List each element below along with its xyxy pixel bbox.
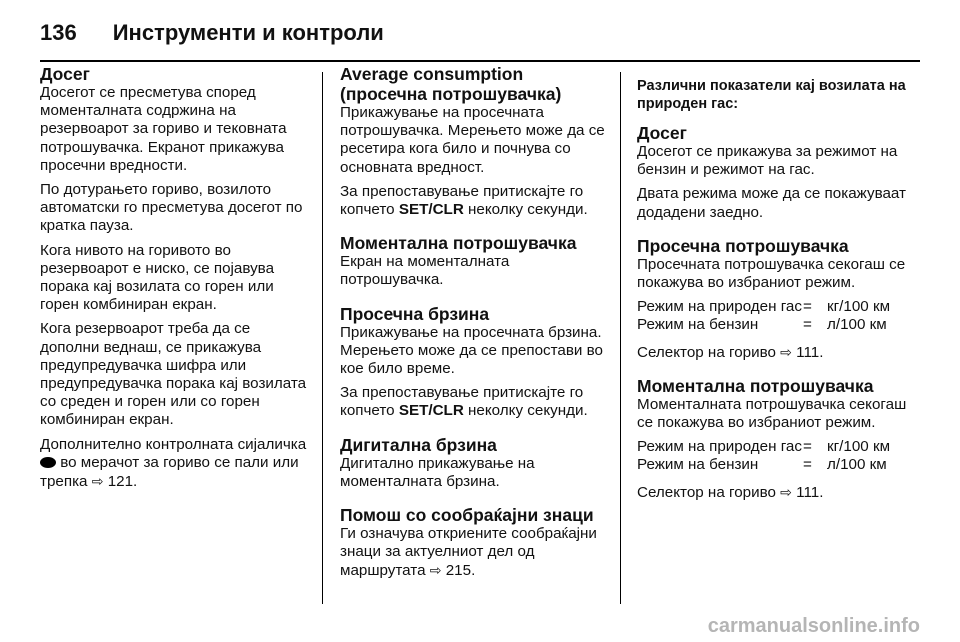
- page-ref-arrow-icon: ⇨: [91, 473, 104, 490]
- unit-table: [637, 298, 890, 334]
- page-ref-arrow-icon: ⇨: [780, 343, 792, 360]
- paragraph: Просечната потрошувачка секогаш се покажува во избраниот режим.: [637, 255, 906, 292]
- page-reference[interactable]: 215.: [445, 562, 476, 580]
- page-reference[interactable]: 111.: [796, 343, 824, 361]
- paragraph: Дополнително контролната сијаличка во мерачот за гориво се пали или трепка ⇨ 121.: [40, 435, 307, 491]
- paragraph: Екран на моменталната потрошувачка.: [340, 253, 510, 289]
- paragraph: Ги означува откриените сообраќајни знаци за актуелниот дел од маршрутата ⇨ 215.: [340, 525, 597, 580]
- paragraph: Досегот се пресметува според моменталната содржина на резервоарот за гориво и тековната потрошувачка. Екранот прикажува просечни вредности.: [40, 84, 287, 174]
- table-row: Режим на бензин = л/100 км: [637, 456, 887, 474]
- page-number: 136: [40, 20, 77, 45]
- section-heading-range: Досег: [40, 64, 90, 84]
- page-reference[interactable]: 121.: [107, 473, 138, 491]
- button-label: SET/CLR: [398, 201, 464, 219]
- intro-heading: Различни показатели кај возилата на природен гас:: [637, 78, 906, 112]
- column-3: [637, 62, 920, 508]
- control-lamp-icon: [40, 457, 56, 468]
- button-label: SET/CLR: [398, 402, 464, 420]
- table-row: Режим на бензин = л/100 км: [637, 316, 887, 334]
- paragraph: Прикажување на просечната потрошувачка. Мерењето може да се ресетира кога било и почнува со основната вредност.: [340, 104, 605, 176]
- column-2: [340, 62, 610, 587]
- paragraph: Двата режима може да се покажуваат додадени заедно.: [637, 185, 906, 221]
- page-reference[interactable]: 111.: [796, 483, 824, 501]
- unit-table: [637, 438, 890, 474]
- section-heading-range: Досег: [637, 123, 687, 143]
- paragraph: Селектор на гориво ⇨ 111.: [637, 343, 824, 361]
- column-divider-1: [322, 72, 323, 604]
- section-heading-average-consumption: Просечна потрошувачка: [637, 235, 849, 256]
- paragraph: За препоставување притискајте го копчето SET/CLR неколку секунди.: [340, 384, 588, 420]
- section-heading-instant-consumption: Моментална потрошувачка: [637, 375, 874, 396]
- paragraph: Прикажување на просечната брзина. Мерењето може да се препостави во кое било време.: [340, 323, 603, 378]
- chapter-title: Инструменти и контроли: [112, 20, 384, 45]
- paragraph: Дигитално прикажување на моменталната брзина.: [340, 454, 535, 490]
- column-divider-2: [620, 72, 621, 604]
- section-heading-average-consumption: Average consumption (просечна потрошувачка): [340, 64, 562, 104]
- table-row: Режим на природен гас = кг/100 км: [637, 298, 891, 316]
- column-1: [40, 62, 310, 497]
- paragraph: Моменталната потрошувачка секогаш се покажува во избраниот режим.: [637, 395, 907, 432]
- page-header: [40, 20, 384, 46]
- paragraph: Кога резервоарот треба да се дополни веднаш, се прикажува предупредувачка шифра или предупредувачка порака кај возилата со среден и горен или со горен комбиниран екран.: [40, 320, 307, 429]
- section-heading-digital-speed: Дигитална брзина: [340, 434, 497, 455]
- paragraph: Кога нивото на горивото во резервоарот е ниско, се појавува порака кај возилата со горен или горен комбиниран екран.: [40, 241, 275, 314]
- section-heading-instant-consumption: Моментална потрошувачка: [340, 233, 577, 254]
- section-heading-average-speed: Просечна брзина: [340, 303, 490, 324]
- table-row: Режим на природен гас = кг/100 км: [637, 438, 891, 456]
- paragraph: По дотурањето гориво, возилото автоматски го пресметува досегот по кратка пауза.: [40, 181, 303, 235]
- paragraph: Досегот се прикажува за режимот на бензин и режимот на гас.: [637, 143, 898, 179]
- watermark: carmanualsonline.info: [707, 615, 920, 637]
- paragraph: Селектор на гориво ⇨ 111.: [637, 483, 824, 501]
- section-heading-traffic-sign-assist: Помош со сообраќајни знаци: [340, 505, 594, 526]
- page-ref-arrow-icon: ⇨: [780, 483, 792, 500]
- page-ref-arrow-icon: ⇨: [429, 562, 442, 579]
- paragraph: За препоставување притискајте го копчето SET/CLR неколку секунди.: [340, 182, 588, 219]
